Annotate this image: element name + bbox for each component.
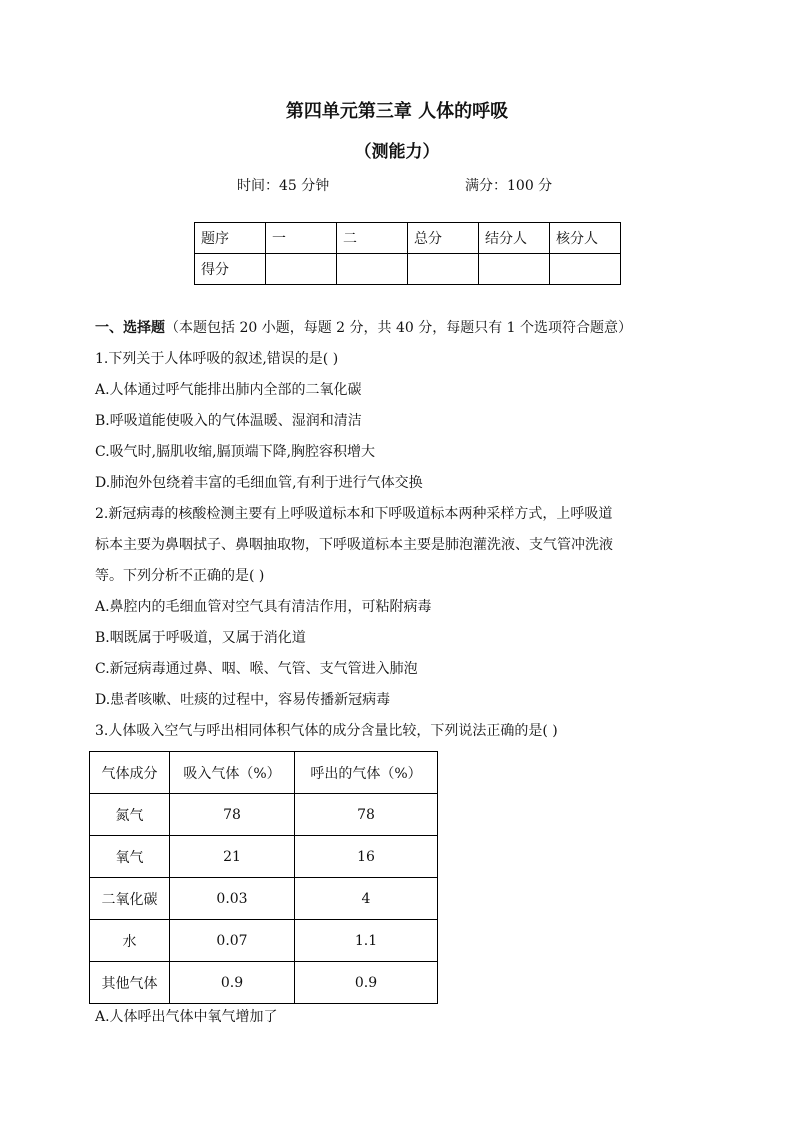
question-2-option-b: B.咽既属于呼吸道，又属于消化道: [95, 630, 306, 646]
question-2-stem-line-1: 2.新冠病毒的核酸检测主要有上呼吸道标本和下呼吸道标本两种采样方式，上呼吸道: [95, 506, 613, 522]
score-entry-cell: [479, 254, 550, 285]
gas-name-cell: 氮气: [90, 794, 170, 836]
gas-name-cell: 氧气: [90, 836, 170, 878]
score-table-score-row: [195, 254, 621, 285]
score-row-label: 得分: [195, 254, 266, 285]
gas-inhaled-cell: 78: [170, 794, 295, 836]
score-header-cell: 结分人: [479, 223, 550, 254]
gas-table-header-cell: 气体成分: [90, 752, 170, 794]
question-1-stem: 1.下列关于人体呼吸的叙述,错误的是( ): [95, 351, 339, 367]
gas-table-row: [90, 836, 438, 878]
question-1-option-c: C.吸气时,膈肌收缩,膈顶端下降,胸腔容积增大: [95, 444, 376, 460]
question-1-option-a: A.人体通过呼气能排出肺内全部的二氧化碳: [95, 382, 362, 398]
gas-inhaled-cell: 21: [170, 836, 295, 878]
score-entry-cell: [266, 254, 337, 285]
question-2-stem-line-3: 等。下列分析不正确的是( ): [95, 568, 265, 584]
score-header-cell: 总分: [408, 223, 479, 254]
score-entry-cell: [408, 254, 479, 285]
score-entry-cell: [550, 254, 621, 285]
question-2-option-c: C.新冠病毒通过鼻、咽、喉、气管、支气管进入肺泡: [95, 661, 418, 677]
full-score: 满分：100 分: [465, 178, 553, 194]
score-entry-cell: [337, 254, 408, 285]
gas-table-row: [90, 920, 438, 962]
score-header-cell: 一: [266, 223, 337, 254]
document-title: 第四单元第三章 人体的呼吸: [285, 101, 509, 122]
gas-table-row: [90, 794, 438, 836]
score-header-cell: 二: [337, 223, 408, 254]
score-header-cell: 题序: [195, 223, 266, 254]
time-limit: 时间：45 分钟: [237, 178, 330, 194]
gas-inhaled-cell: 0.07: [170, 920, 295, 962]
gas-exhaled-cell: 1.1: [295, 920, 438, 962]
document-subtitle: （测能力）: [354, 142, 440, 162]
question-3-option-a: A.人体呼出气体中氧气增加了: [95, 1009, 278, 1025]
question-2-option-d: D.患者咳嗽、吐痰的过程中，容易传播新冠病毒: [95, 692, 391, 708]
gas-inhaled-cell: 0.03: [170, 878, 295, 920]
gas-table-header-cell: 吸入气体（%）: [170, 752, 295, 794]
section-title: 一、选择题: [95, 320, 165, 336]
score-header-cell: 核分人: [550, 223, 621, 254]
question-3-stem: 3.人体吸入空气与呼出相同体积气体的成分含量比较，下列说法正确的是( ): [95, 723, 558, 739]
gas-name-cell: 水: [90, 920, 170, 962]
question-1-option-d: D.肺泡外包绕着丰富的毛细血管,有利于进行气体交换: [95, 475, 423, 491]
section-instructions: （本题包括 20 小题，每题 2 分，共 40 分，每题只有 1 个选项符合题意）: [165, 320, 633, 336]
score-table: [194, 222, 621, 285]
gas-exhaled-cell: 4: [295, 878, 438, 920]
gas-table-header-cell: 呼出的气体（%）: [295, 752, 438, 794]
gas-table-header-row: [90, 752, 438, 794]
gas-exhaled-cell: 0.9: [295, 962, 438, 1004]
gas-table-row: [90, 878, 438, 920]
score-table-header-row: [195, 223, 621, 254]
gas-name-cell: 其他气体: [90, 962, 170, 1004]
gas-exhaled-cell: 16: [295, 836, 438, 878]
gas-name-cell: 二氧化碳: [90, 878, 170, 920]
gas-exhaled-cell: 78: [295, 794, 438, 836]
question-1-option-b: B.呼吸道能使吸入的气体温暖、湿润和清洁: [95, 413, 362, 429]
question-2-stem-line-2: 标本主要为鼻咽拭子、鼻咽抽取物，下呼吸道标本主要是肺泡灌洗液、支气管冲洗液: [95, 537, 613, 553]
gas-composition-table: [89, 751, 438, 1004]
gas-inhaled-cell: 0.9: [170, 962, 295, 1004]
section-1-heading: [95, 317, 632, 337]
gas-table-row: [90, 962, 438, 1004]
question-2-option-a: A.鼻腔内的毛细血管对空气具有清洁作用，可粘附病毒: [95, 599, 432, 615]
